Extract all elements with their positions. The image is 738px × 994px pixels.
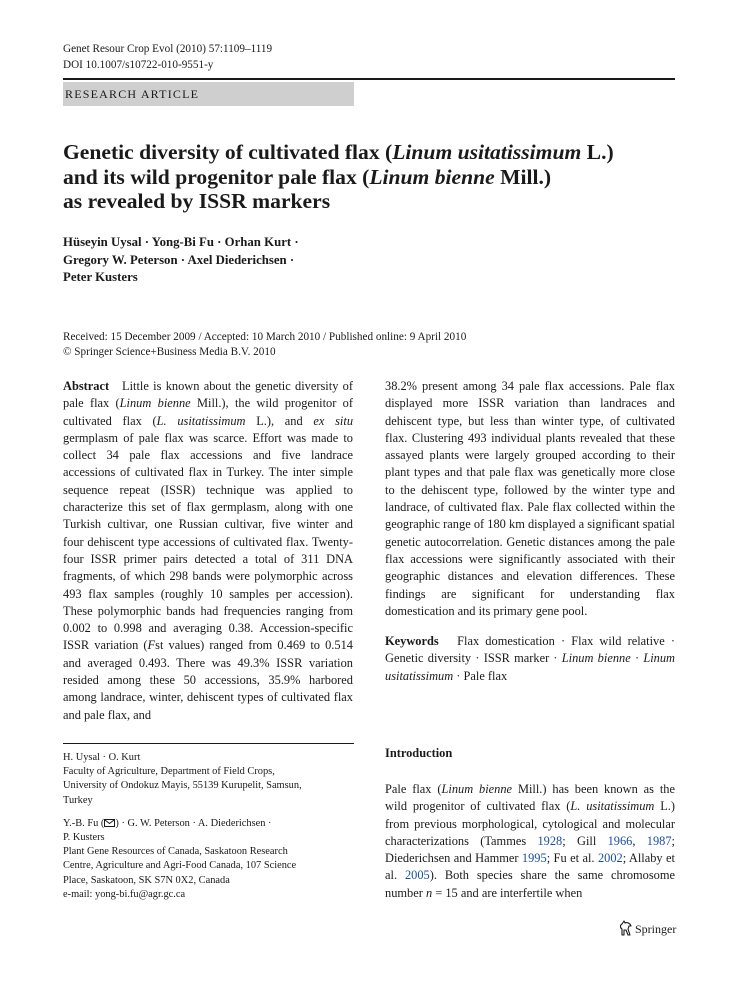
journal-citation: Genet Resour Crop Evol (2010) 57:1109–1119	[63, 43, 273, 55]
doi: DOI 10.1007/s10722-010-9551-y	[63, 58, 214, 71]
affiliation-1: H. Uysal · O. Kurt Faculty of Agriculture, Department of Field Crops, University of Ondokuz Mayis, 55139 Kurupelit, Samsun, Turkey	[63, 752, 302, 806]
citation-link[interactable]: 1995	[521, 851, 547, 866]
section-banner: RESEARCH ARTICLE	[63, 82, 354, 106]
introduction-text: Pale flax (Linum bienne Mill.) has been known as the wild progenitor of cultivated flax (L. usitatissimum L.) from previous morphological, cytological and molecular characterizations (Tammes 1928; Gill 1966, 1987; Diederichsen and Hammer 1995; Fu et al. 2002; Allaby et al. 2005). Both species share the same chromosome number n = 15 and are interfertile when	[385, 782, 676, 900]
publisher-logo	[619, 920, 676, 941]
copyright: © Springer Science+Business Media B.V. 2010	[63, 346, 276, 358]
citation-link[interactable]: 1987	[646, 833, 672, 848]
header-rule	[63, 78, 675, 80]
corresponding-email[interactable]: e-mail: yong-bi.fu@agr.gc.ca	[63, 888, 186, 900]
affiliation-2: Y.-B. Fu ( ) · G. W. Peterson · A. Diederichsen · P. Kusters Plant Gene Resources of Canada, Saskatoon Research Centre, Agriculture and Agri-Food Canada, 107 Science Place, Saskatoon, SK S7N 0X2, Canada e-mail: yong-bi.fu@agr.gc.ca	[63, 817, 297, 900]
abstract: Abstract Little is known about the genetic diversity of pale flax (Linum bienne Mill.), the wild progenitor of cultivated flax (L. usitatissimum L.), and ex situ germplasm of pale flax was scarce. Effort was made to collect 34 pale flax accessions and five landrace accessions of cultivated flax in Turkey. The inter simple sequence repeat (ISSR) technique was applied to characterize this set of flax germplasm, along with one Turkish cultivar, one Russian cultivar, five winter and four dehiscent type accessions of cultivated flax. Twenty-four ISSR primer pairs detected a total of 311 DNA fragments, of which 298 bands were polymorphic across 493 flax samples (roughly 10 samples per accession). These polymorphic bands had frequencies ranging from 0.002 to 0.998 and averaging 0.38. Accession-specific ISSR variation (Fst values) ranged from 0.469 to 0.514 and averaged 0.493. There was 49.3% ISSR variation resided among these 50 accessions, 35.9% harbored among landrace, winter, dehiscent types of cultivated flax and pale flax, and	[63, 379, 354, 722]
citation-link[interactable]: 2002	[597, 851, 623, 866]
abstract-column-right	[385, 378, 675, 685]
publication-dates	[63, 330, 673, 360]
publisher-name: Springer	[635, 922, 677, 936]
citation-link[interactable]: 2005	[404, 868, 430, 883]
citation-link[interactable]: 1928	[537, 833, 563, 848]
abstract-continued: 38.2% present among 34 pale flax accessions. Pale flax displayed more ISSR variation than landraces and dehiscent type, but less than winter type, of cultivated flax. Clustering 493 individual plants revealed that these assayed plants were largely grouped according to their plant types and that pale flax was genetically more close to the dehiscent type, followed by the winter type and landrace, of cultivated flax. Pale flax collected within the geographic range of 180 km displayed a significant spatial genetic autocorrelation. Genetic distances among the pale flax accessions were significantly associated with their geographic distances and elevation differences. These findings are significant for understanding flax domestication and its primary gene pool.	[385, 379, 675, 618]
citation-link[interactable]: 1966	[607, 833, 633, 848]
abstract-column-left	[63, 378, 353, 724]
envelope-icon[interactable]	[104, 819, 115, 827]
affiliations	[63, 751, 353, 911]
journal-header	[63, 42, 272, 73]
article-title: Genetic diversity of cultivated flax (Linum usitatissimum L.) and its wild progenitor pale flax (Linum bienne Mill.) as revealed by ISSR markers	[63, 140, 614, 213]
abstract-heading: Abstract	[63, 379, 110, 393]
affiliation-rule	[63, 743, 354, 744]
history-dates: Received: 15 December 2009 / Accepted: 10 March 2010 / Published online: 9 April 2010	[63, 331, 467, 343]
keywords: Keywords Flax domestication · Flax wild relative · Genetic diversity · ISSR marker · Linum bienne · Linum usitatissimum · Pale flax	[385, 634, 675, 683]
keywords-heading: Keywords	[385, 634, 439, 649]
author-list: Hüseyin Uysal · Yong-Bi Fu · Orhan Kurt · Gregory W. Peterson · Axel Diederichsen · Peter Kusters	[63, 235, 299, 284]
introduction-heading: Introduction	[385, 746, 453, 760]
springer-horse-icon	[619, 920, 633, 941]
